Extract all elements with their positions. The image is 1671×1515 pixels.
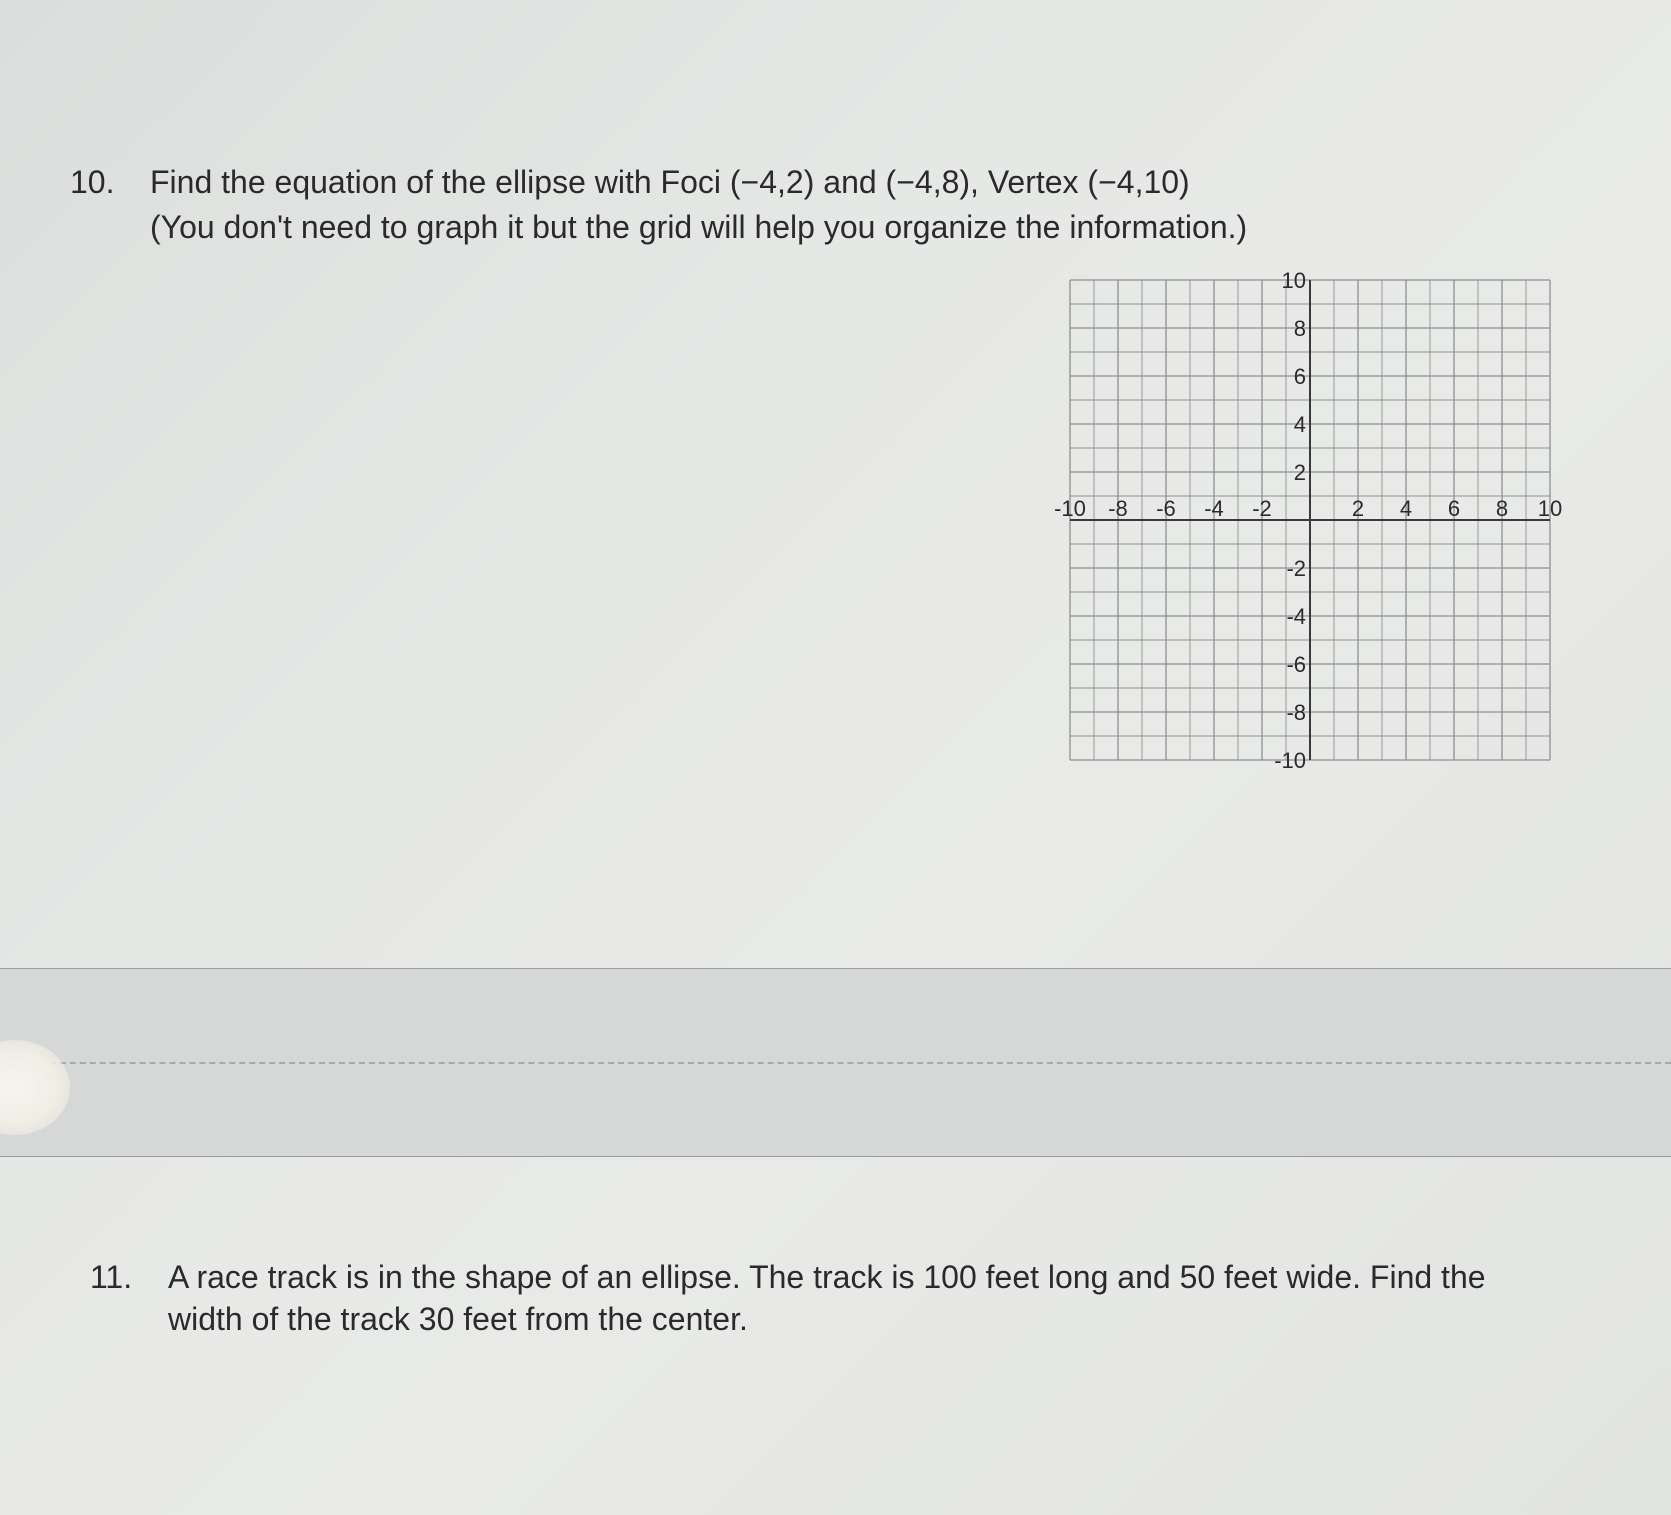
y-tick-label: -4 <box>1286 604 1306 629</box>
coordinate-grid <box>1030 260 1600 780</box>
grid-svg <box>1030 260 1600 780</box>
y-tick-label: 4 <box>1293 412 1306 437</box>
problem-text-line-2: width of the track 30 feet from the center. <box>168 1301 748 1337</box>
problem-number: 10. <box>70 164 115 200</box>
problem-number: 11. <box>90 1259 133 1295</box>
x-tick-label: 8 <box>1495 496 1509 521</box>
y-tick-label: 10 <box>1281 268 1306 293</box>
x-tick-label: -6 <box>1156 496 1176 521</box>
x-tick-label: 2 <box>1351 496 1365 521</box>
problem-11 <box>90 1255 1590 1355</box>
problem-text-line-2: (You don't need to graph it but the grid will help you organize the information.) <box>150 209 1248 245</box>
x-tick-label: -8 <box>1108 496 1128 521</box>
y-tick-label: -10 <box>1274 748 1306 773</box>
y-tick-label: 2 <box>1293 460 1306 485</box>
x-tick-label: 10 <box>1537 496 1563 521</box>
x-tick-label: -4 <box>1204 496 1224 521</box>
section-divider-dashed <box>0 1062 1671 1064</box>
section-divider-bottom <box>0 1156 1671 1157</box>
y-tick-label: -2 <box>1286 556 1306 581</box>
x-tick-label: 6 <box>1447 496 1461 521</box>
y-tick-label: 8 <box>1293 316 1306 341</box>
problem-10 <box>70 160 1470 260</box>
y-tick-label: 6 <box>1293 364 1306 389</box>
y-tick-label: -6 <box>1286 652 1306 677</box>
problem-text-line-1: A race track is in the shape of an ellipse. The track is 100 feet long and 50 feet wide. Find the <box>168 1259 1486 1295</box>
section-divider-top <box>0 968 1671 969</box>
x-tick-label: -2 <box>1252 496 1272 521</box>
x-tick-label: 4 <box>1399 496 1413 521</box>
y-tick-label: -8 <box>1286 700 1306 725</box>
problem-text-line-1: Find the equation of the ellipse with Foci (−4,2) and (−4,8), Vertex (−4,10) <box>150 164 1190 200</box>
x-tick-label: -10 <box>1054 496 1086 521</box>
